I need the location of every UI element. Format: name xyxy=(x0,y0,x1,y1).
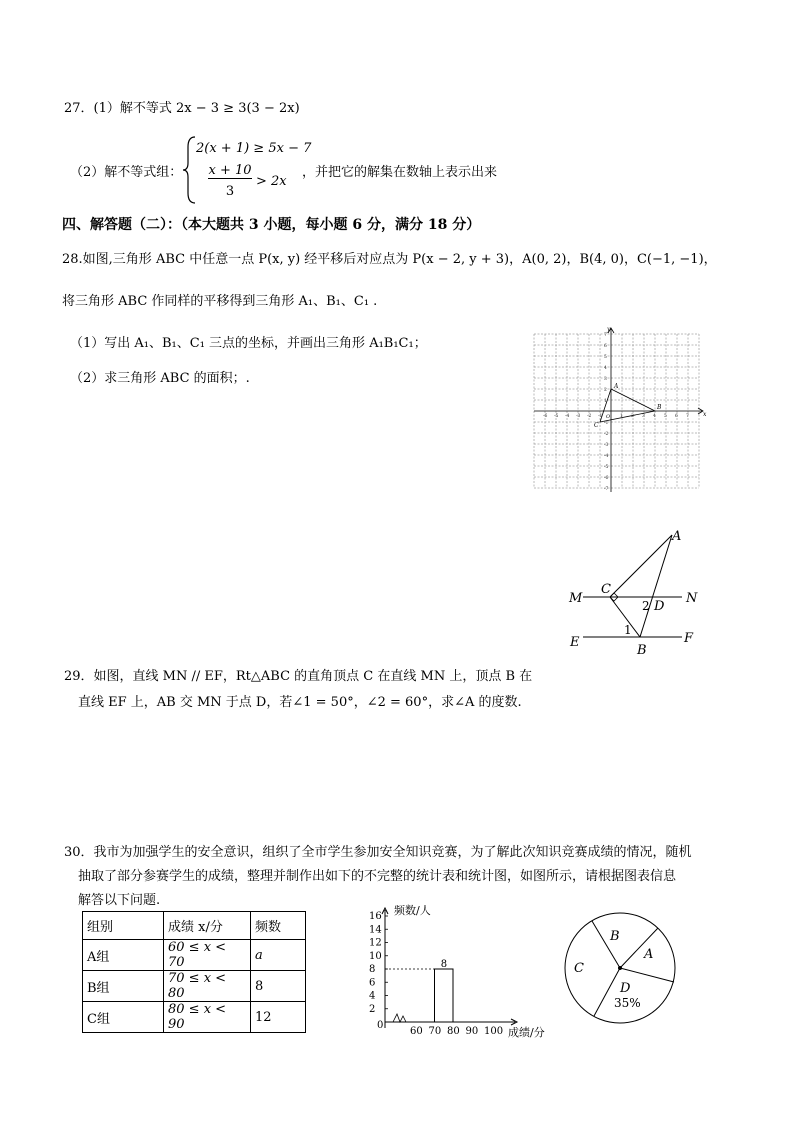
section4-title: 四、解答题（二）：（本大题共 3 小题，每小题 6 分，满分 18 分） xyxy=(62,217,481,233)
q28-sub2: （2）求三角形 ABC 的面积；. xyxy=(70,371,250,386)
y-tick-label: 7 xyxy=(604,333,607,338)
table-cell: 70 ≤ x < 80 xyxy=(164,971,251,1002)
q30-line3: 解答以下问题. xyxy=(78,893,161,908)
histogram-x-tick-label: 60 xyxy=(410,1026,423,1037)
x-tick-label: -6 xyxy=(543,414,548,419)
histogram-bars xyxy=(385,959,453,1022)
x-axis-label: x xyxy=(703,411,707,418)
x-tick-label: -1 xyxy=(598,414,603,419)
x-tick-label: 7 xyxy=(686,414,689,419)
frequency-table xyxy=(82,911,306,1033)
q27-ineq1: 2(x + 1) ≥ 5x − 7 xyxy=(196,141,312,156)
histogram-x-tick-label: 80 xyxy=(447,1026,460,1037)
histogram-y-tick-label: 4 xyxy=(369,990,376,1002)
table-row xyxy=(83,940,306,971)
x-tick-label: -5 xyxy=(554,414,559,419)
coordinate-grid xyxy=(530,326,710,496)
axis-break-mark xyxy=(393,1014,406,1022)
y-tick-label: -5 xyxy=(604,465,609,470)
point-a-label: A xyxy=(614,383,619,390)
histogram-x-label: 成绩/分 xyxy=(508,1026,545,1039)
table-cell: 80 ≤ x < 90 xyxy=(164,1002,251,1033)
pie-label-d: D xyxy=(620,981,631,996)
x-tick-label: 3 xyxy=(642,414,645,419)
q30-line2: 抽取了部分参赛学生的成绩，整理并制作出如下的不完整的统计表和统计图，如图所示，请根据图表信息 xyxy=(78,869,677,884)
histogram-y-tick-label: 0 xyxy=(377,1020,384,1031)
point-c-label: C xyxy=(594,422,599,429)
pie-label-b: B xyxy=(610,929,620,944)
label-m: M xyxy=(569,591,583,606)
label-angle2: 2 xyxy=(642,599,650,613)
table-cell: A组 xyxy=(83,940,164,971)
label-d: D xyxy=(654,599,665,614)
q28-line2: 将三角形 ABC 作同样的平移得到三角形 A₁、B₁、C₁ . xyxy=(62,294,378,309)
histogram-x-tick-label: 100 xyxy=(484,1026,504,1037)
y-tick-label: -3 xyxy=(604,443,609,448)
y-tick-label: 1 xyxy=(604,399,607,404)
table-cell: a xyxy=(251,940,306,971)
y-axis-label: y xyxy=(607,326,611,333)
label-angle1: 1 xyxy=(624,623,632,637)
y-tick-label: -2 xyxy=(604,432,609,437)
y-tick-label: -4 xyxy=(604,454,609,459)
q28-sub1: （1）写出 A₁、B₁、C₁ 三点的坐标，并画出三角形 A₁B₁C₁； xyxy=(70,336,427,351)
pie-chart xyxy=(560,910,680,1030)
y-tick-label: 2 xyxy=(604,388,607,393)
y-tick-label: -1 xyxy=(604,421,609,426)
y-tick-label: 5 xyxy=(604,355,607,360)
pie-label-c: C xyxy=(574,961,584,976)
histogram-y-tick-label: 8 xyxy=(369,964,376,975)
q27-ineq2-denominator: 3 xyxy=(225,184,235,199)
x-tick-labels xyxy=(543,413,689,419)
table-header-cell: 频数 xyxy=(251,912,306,940)
table-cell: 8 xyxy=(251,971,306,1002)
label-c: C xyxy=(601,582,611,597)
pie-center xyxy=(618,966,622,970)
q27-ineq2-rest: > 2x xyxy=(256,174,287,189)
q29-line2: 直线 EF 上，AB 交 MN 于点 D，若∠1 = 50°，∠2 = 60°，求∠A 的度数. xyxy=(78,695,522,710)
table-cell: C组 xyxy=(83,1002,164,1033)
q27-part2-label: （2）解不等式组： xyxy=(70,165,183,180)
x-tick-label: 5 xyxy=(664,414,667,419)
q27-part2-tail: ，并把它的解集在数轴上表示出来 xyxy=(302,165,498,180)
pie-label-a: A xyxy=(644,947,654,962)
histogram-x-tick-labels xyxy=(410,1026,503,1037)
x-tick-label: -2 xyxy=(587,414,592,419)
q29-figure xyxy=(560,525,710,660)
pie-label-d-percent: 35% xyxy=(614,996,641,1010)
histogram-y-tick-label: 6 xyxy=(369,977,376,989)
histogram-y-tick-label: 12 xyxy=(369,937,382,949)
point-b-label: B xyxy=(657,404,662,411)
label-f: F xyxy=(684,631,694,646)
histogram-y-tick-label: 16 xyxy=(369,911,382,922)
frequency-histogram xyxy=(360,898,560,1040)
y-tick-label: 4 xyxy=(604,366,607,371)
q27-ineq2-numerator: x + 10 xyxy=(208,163,252,178)
histogram-y-tick-label: 2 xyxy=(369,1003,376,1015)
histogram-y-tick-label: 10 xyxy=(369,950,382,962)
table-row xyxy=(83,971,306,1002)
q30-line1: 30．我市为加强学生的安全意识，组织了全市学生参加安全知识竞赛，为了解此次知识竞赛成绩的情况，随机 xyxy=(64,845,692,860)
histogram-bar xyxy=(435,969,454,1022)
table-row xyxy=(83,1002,306,1033)
x-tick-label: -4 xyxy=(565,414,570,419)
histogram-x-tick-label: 90 xyxy=(465,1026,479,1037)
q27-part1: 27．(1）解不等式 2x − 3 ≥ 3(3 − 2x) xyxy=(64,101,300,116)
table-cell: B组 xyxy=(83,971,164,1002)
x-tick-label: -3 xyxy=(576,414,581,419)
table-cell: 60 ≤ x < 70 xyxy=(164,940,251,971)
table-cell: 12 xyxy=(251,1002,306,1033)
label-n: N xyxy=(686,591,698,606)
label-a: A xyxy=(672,529,682,544)
table-header-cell: 组别 xyxy=(83,912,164,940)
histogram-y-tick-label: 14 xyxy=(369,924,382,936)
origin-label: O xyxy=(606,414,611,420)
histogram-x-tick-label: 70 xyxy=(428,1026,442,1037)
table-header-cell: 成绩 x/分 xyxy=(164,912,251,940)
y-tick-label: -7 xyxy=(604,487,609,492)
pie-divider xyxy=(620,968,674,982)
x-tick-label: 2 xyxy=(631,414,634,419)
x-tick-label: 4 xyxy=(653,414,656,419)
x-tick-label: 6 xyxy=(675,414,678,419)
x-tick-label: 1 xyxy=(620,414,623,419)
label-e: E xyxy=(570,635,580,650)
label-b: B xyxy=(637,643,647,658)
histogram-bar-label: 8 xyxy=(440,959,448,970)
q29-line1: 29．如图，直线 MN // EF，Rt△ABC 的直角顶点 C 在直线 MN 上，顶点 B 在 xyxy=(64,669,533,684)
q28-line1: 28.如图,三角形 ABC 中任意一点 P(x, y) 经平移后对应点为 P(x − 2, y + 3)，A(0, 2)，B(4, 0)，C(−1, −1)， xyxy=(62,252,717,267)
table-header-row xyxy=(83,912,306,940)
histogram-y-label: 频数/人 xyxy=(394,904,431,917)
y-tick-label: -6 xyxy=(604,476,609,481)
y-tick-label: 6 xyxy=(604,344,607,349)
y-tick-label: 3 xyxy=(604,377,607,382)
